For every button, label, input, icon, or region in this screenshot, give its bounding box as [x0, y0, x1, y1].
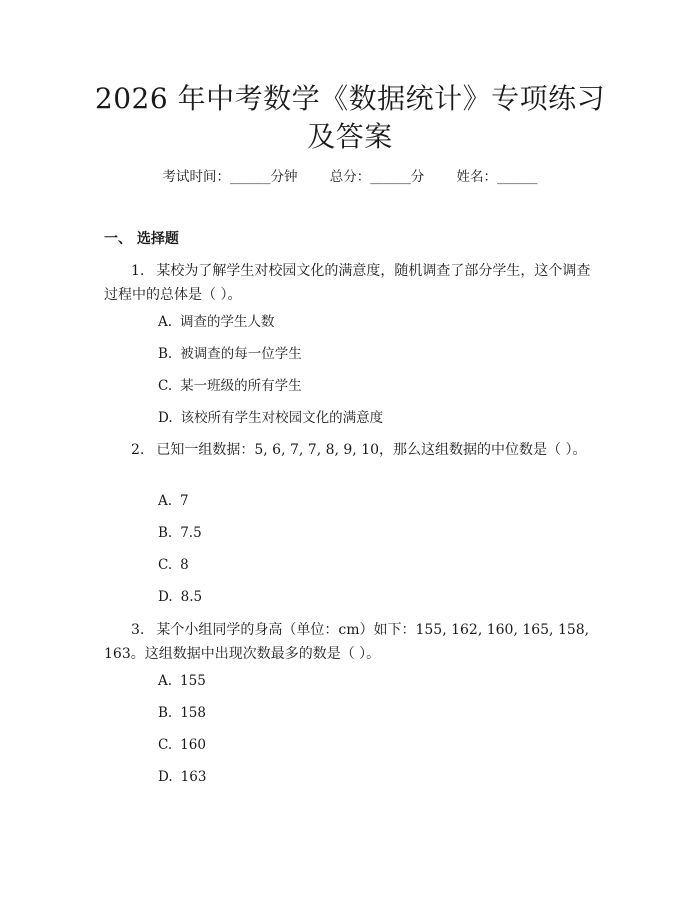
question-number: 2.	[131, 442, 145, 458]
total-score-field: 总分：______分	[329, 169, 425, 185]
option-letter: D.	[158, 589, 173, 605]
option-text: 155	[180, 673, 206, 689]
option-letter: D.	[158, 769, 173, 785]
option-text: 8	[180, 557, 189, 573]
option-letter: A.	[158, 314, 173, 330]
question-text: 某校为了解学生对校园文化的满意度，随机调查了部分学生，这个调查过程中的总体是（ ）。	[104, 263, 591, 303]
student-name-field: 姓名：______	[456, 169, 538, 185]
question-3-option-d	[158, 767, 206, 787]
question-number: 1.	[131, 263, 145, 279]
option-text: 7.5	[180, 525, 202, 541]
option-text: 158	[180, 705, 206, 721]
option-letter: D.	[158, 410, 173, 426]
question-1-option-a	[158, 312, 275, 332]
question-1	[104, 259, 604, 307]
question-2	[104, 438, 604, 462]
option-text: 某一班级的所有学生	[180, 378, 302, 394]
option-text: 163	[180, 769, 207, 785]
question-3	[104, 618, 604, 666]
question-1-option-c	[158, 376, 302, 396]
option-letter: C.	[158, 557, 173, 573]
section-heading: 一、 选择题	[104, 231, 179, 247]
option-letter: A.	[158, 493, 173, 509]
option-text: 160	[180, 737, 206, 753]
option-letter: B.	[158, 346, 173, 362]
question-2-option-b	[158, 523, 202, 543]
option-letter: C.	[158, 737, 173, 753]
question-3-option-b	[158, 703, 206, 723]
question-2-option-d	[158, 587, 202, 607]
option-text: 被调查的每一位学生	[180, 346, 302, 362]
option-letter: B.	[158, 705, 173, 721]
option-letter: B.	[158, 525, 173, 541]
question-text: 已知一组数据：5, 6, 7, 7, 8, 9, 10，那么这组数据的中位数是（ ）。	[156, 442, 587, 458]
exam-info-bar	[0, 167, 700, 187]
option-text: 7	[180, 493, 189, 509]
question-2-option-c	[158, 555, 189, 575]
question-3-option-c	[158, 735, 206, 755]
question-number: 3.	[131, 622, 145, 638]
option-text: 该校所有学生对校园文化的满意度	[180, 410, 384, 426]
question-2-option-a	[158, 491, 189, 511]
question-1-option-b	[158, 344, 302, 364]
option-text: 调查的学生人数	[180, 314, 275, 330]
option-text: 8.5	[180, 589, 203, 605]
option-letter: A.	[158, 673, 173, 689]
question-1-option-d	[158, 408, 383, 428]
page-title: 2026 年中考数学《数据统计》专项练习及答案	[94, 82, 606, 153]
option-letter: C.	[158, 378, 173, 394]
question-text: 某个小组同学的身高（单位：cm）如下：155, 162, 160, 165, 158, 163。这组数据中出现次数最多的数是（ ）。	[104, 622, 590, 662]
question-3-option-a	[158, 671, 206, 691]
exam-time-field: 考试时间：______分钟	[162, 169, 298, 185]
